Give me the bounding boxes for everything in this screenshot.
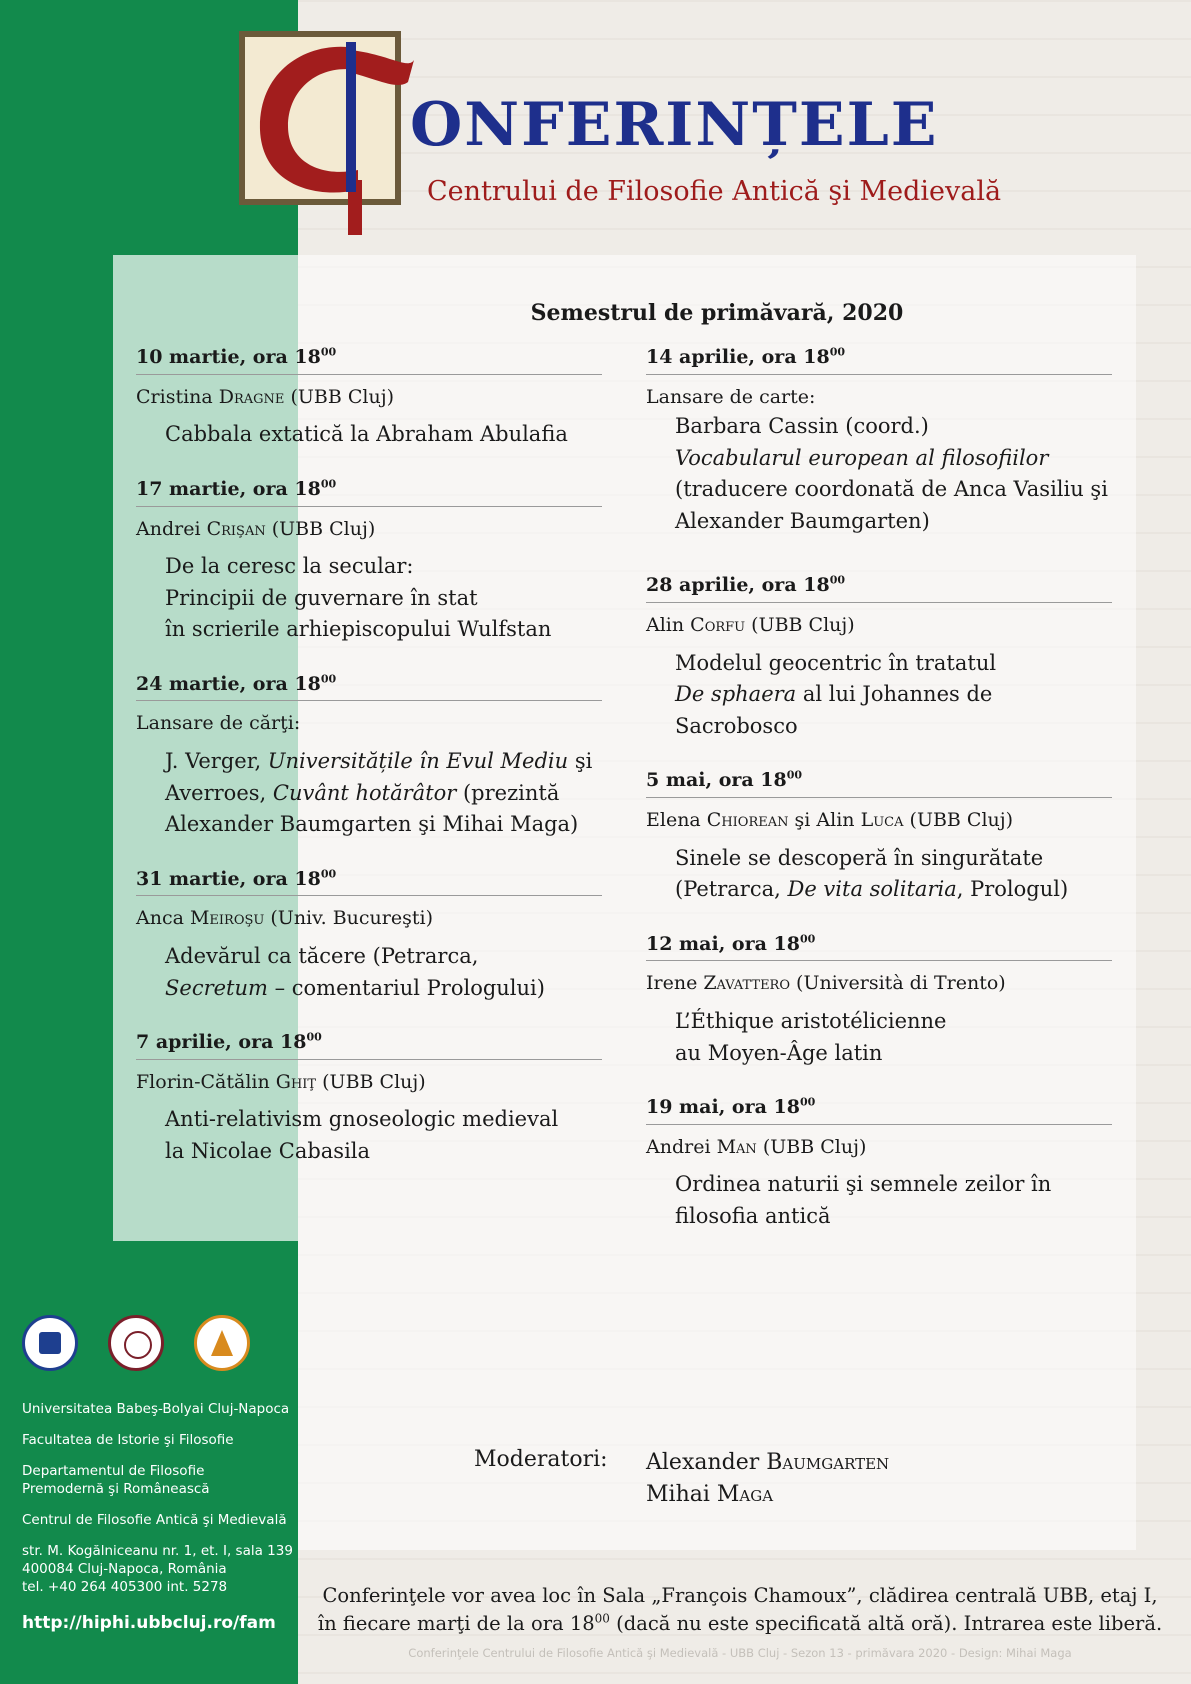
center-seal-icon (194, 1315, 250, 1371)
website-link[interactable]: http://hiphi.ubbcluj.ro/fam (22, 1613, 276, 1633)
event-date: 12 mai, ora $18^{00}$ (646, 932, 1112, 962)
event-date: 10 martie, ora $18^{00}$ (136, 345, 602, 375)
ubb-seal-icon (22, 1315, 78, 1371)
event-speaker: Andrei Crişan (UBB Cluj) (136, 517, 376, 540)
event-speaker: Florin-Cătălin Ghiţ (UBB Cluj) (136, 1070, 426, 1093)
institution-university: Universitatea Babeş-Bolyai Cluj-Napoca (22, 1401, 290, 1417)
address-street: str. M. Kogălniceanu nr. 1, et. I, sala 139 (22, 1543, 293, 1559)
event (646, 768, 1112, 905)
event (136, 672, 602, 841)
credits-line: Conferinţele Centrului de Filosofie Antică şi Medievală - UBB Cluj - Sezon 13 - primăvara 2020 - Design: Mihai Maga (408, 1646, 1072, 1660)
event-title: Cabbala extatică la Abraham Abulafia (165, 422, 568, 447)
institution-department-1: Departamentul de Filosofie (22, 1463, 205, 1479)
event-date: 24 martie, ora $18^{00}$ (136, 672, 602, 702)
event-title: Sinele se descoperă în singurătate (Petrarca, De vita solitaria, Prologul) (675, 845, 1069, 902)
event (646, 345, 1112, 537)
event-title: Adevărul ca tăcere (Petrarca, Secretum – comentariul Prologului) (165, 944, 545, 1000)
address-city: 400084 Cluj-Napoca, România (22, 1561, 227, 1577)
event-date: 14 aprilie, ora $18^{00}$ (646, 345, 1112, 375)
event (136, 867, 602, 1004)
moderators-names: Alexander Baumgarten Mihai Maga (646, 1450, 890, 1507)
event-date: 5 mai, ora $18^{00}$ (646, 768, 1112, 798)
event-title: L’Éthique aristotélicienne au Moyen-Âge latin (675, 1009, 947, 1065)
event-title: Anti-relativism gnoseologic medieval la Nicolae Cabasila (165, 1107, 559, 1163)
event-date: 17 martie, ora $18^{00}$ (136, 477, 602, 507)
page-subtitle: Centrului de Filosofie Antică şi Medievală (427, 176, 1002, 207)
event-speaker: Andrei Man (UBB Cluj) (646, 1135, 867, 1158)
event-speaker: Cristina Dragne (UBB Cluj) (136, 385, 395, 408)
event-title: De la ceresc la secular: Principii de guvernare în stat în scrierile arhiepiscopului Wulfstan (165, 554, 552, 642)
event-speaker: Anca Meiroşu (Univ. Bucureşti) (136, 907, 433, 930)
event-title: J. Verger, Universitățile în Evul Mediu şi Averroes, Cuvânt hotărâtor (prezintă Alexander Baumgarten şi Mihai Maga) (165, 749, 593, 837)
event-date: 7 aprilie, ora $18^{00}$ (136, 1030, 602, 1060)
event-speaker: Alin Corfu (UBB Cluj) (646, 614, 855, 637)
event-title: Barbara Cassin (coord.) Vocabularul european al filosofiilor (traducere coordonată de Anca Vasiliu şi Alexander Baumgarten) (675, 414, 1108, 533)
schedule-right-column (646, 345, 1112, 1232)
institution-department-2: Premodernă şi Românească (22, 1481, 210, 1497)
moderators-label: Moderatori: (474, 1447, 608, 1472)
page-title: ONFERINȚELE (410, 90, 939, 160)
event-label: Lansare de cărţi: (136, 712, 301, 735)
event-date: 19 mai, ora $18^{00}$ (646, 1095, 1112, 1125)
institution-center: Centrul de Filosofie Antică şi Medievală (22, 1512, 287, 1528)
event (646, 1095, 1112, 1232)
event-title: Ordinea naturii şi semnele zeilor în filosofia antică (675, 1172, 1052, 1228)
event (646, 932, 1112, 1069)
address-phone: tel. +40 264 405300 int. 5278 (22, 1579, 228, 1595)
schedule-left-column (136, 345, 602, 1167)
semester-heading: Semestrul de primăvară, 2020 (530, 300, 904, 326)
event-label: Lansare de carte: (646, 385, 816, 408)
event-speaker: Irene Zavattero (Università di Trento) (646, 972, 1006, 995)
event-date: 31 martie, ora $18^{00}$ (136, 867, 602, 897)
event-title: Modelul geocentric în tratatul De sphaera al lui Johannes de Sacrobosco (675, 650, 997, 738)
venue-note: Conferinţele vor avea loc în Sala „François Chamoux”, clădirea centrală UBB, etaj I, în fiecare marţi de la ora $18^{00}$ (dacă nu este specificată altă oră). Intrarea este liberă. (317, 1584, 1163, 1636)
faculty-seal-icon (108, 1315, 164, 1371)
event-speaker: Elena Chiorean şi Alin Luca (UBB Cluj) (646, 808, 1014, 831)
institution-faculty: Facultatea de Istorie şi Filosofie (22, 1432, 234, 1448)
event (136, 477, 602, 646)
event-date: 28 aprilie, ora $18^{00}$ (646, 573, 1112, 603)
event (136, 1030, 602, 1167)
event (646, 573, 1112, 742)
initial-c-logo (238, 30, 424, 235)
event (136, 345, 602, 451)
